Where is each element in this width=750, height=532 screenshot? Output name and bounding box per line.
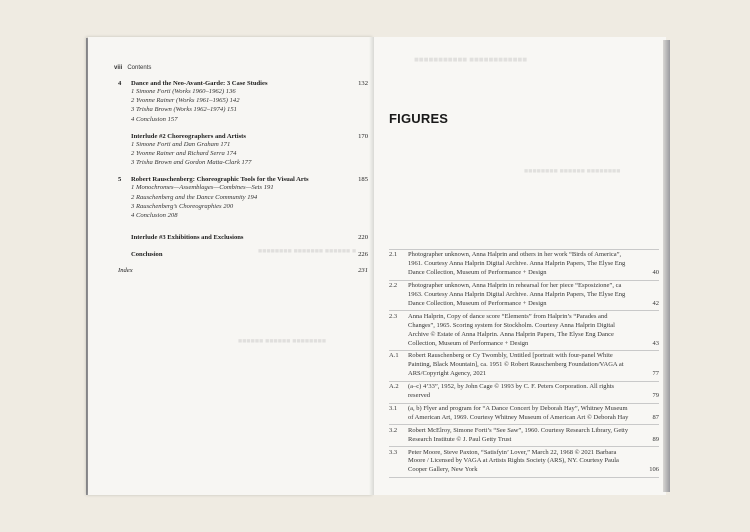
figure-page: 79 [652, 392, 659, 400]
toc-subsection: 1 Simone Forti (Works 1960–1962) 136 [131, 88, 236, 95]
toc-chapter-heading [118, 80, 368, 87]
chapter-title: Dance and the Neo-Avant-Garde: 3 Case Studies [131, 80, 268, 87]
chapter-number: 4 [118, 80, 122, 87]
chapter-number: 5 [118, 176, 122, 184]
figure-caption: Photographer unknown, Anna Halprin and others in her work “Birds of America”, 1961. Courtesy Anna Halprin Digital Archive. Anna Halprin Papers, The Elyse Eng Dance Collection, Museum of Performance + Design [408, 251, 626, 277]
running-head-label: Contents [127, 65, 152, 71]
show-through-text: ■■■■■■■■■■■■ ■■■■■■■■■■■ [414, 55, 528, 64]
figure-entry [389, 424, 659, 446]
figure-number: 2.3 [389, 312, 398, 320]
figure-page: 87 [652, 413, 659, 421]
figure-caption: Robert McElroy, Simone Forti’s “See Saw”, 1960. Courtesy Research Library, Getty Research Institute © J. Paul Getty Trust [408, 426, 629, 443]
figure-page: 43 [652, 339, 659, 347]
toc-index-heading [118, 267, 368, 274]
figure-entry [389, 403, 659, 425]
toc-chapter [118, 176, 368, 220]
toc-subsection: 4 Conclusion 208 [131, 212, 178, 220]
figure-number: A.2 [389, 383, 399, 391]
chapter-page: 170 [358, 132, 368, 140]
chapter-page: 132 [358, 80, 368, 87]
figure-caption: (a, b) Flyer and program for “A Dance Concert by Deborah Hay”, Whitney Museum of American Art, 1969. Courtesy Whitney Museum of American Art © Deborah Hay [408, 404, 629, 421]
chapter-title: Robert Rauschenberg: Choreographic Tools for the Visual Arts [131, 176, 309, 184]
chapter-title: Interlude #2 Choreographers and Artists [131, 132, 246, 140]
figure-page: 40 [652, 269, 659, 277]
figure-page: 89 [652, 435, 659, 443]
toc-subsection: 2 Rauschenberg and the Dance Community 194 [131, 193, 258, 201]
chapter-number [118, 234, 131, 241]
figure-entry [389, 310, 659, 350]
toc-subsection: 2 Yvonne Rainer (Works 1961–1965) 142 [131, 97, 240, 105]
figure-entry [389, 280, 659, 311]
show-through-text: ■■■■■■■■ ■■■■■■ ■■■■■■ [238, 337, 327, 345]
index-label: Index [118, 267, 133, 275]
figure-caption: Peter Moore, Steve Paxton, “Satisfyin’ Lover,” March 22, 1968 © 2021 Barbara Moore / Licensed by VAGA at Artists Rights Society (ARS), NY. Courtesy Paula Cooper Gallery, New York [408, 448, 619, 474]
toc-subsection: 3 Trisha Brown (Works 1962–1974) 151 [131, 106, 237, 114]
figure-caption: (a–c) 4’33”, 1952, by John Cage © 1993 by C. F. Peters Corporation. All rights reserved [408, 383, 615, 400]
toc-chapter [118, 234, 368, 241]
figure-entry [389, 381, 659, 403]
toc-subsection: 4 Conclusion 157 [131, 115, 178, 123]
figure-number: 2.2 [389, 282, 398, 290]
figure-caption: Robert Rauschenberg or Cy Twombly, Untitled [portrait with four-panel White Painting, Black Mountain], ca. 1951 © Robert Rauschenberg Foundation/VAGA at ARS/Copyright Agency, 2021 [408, 352, 624, 378]
show-through-text: ■■■■■■■■ ■■■■■■ ■■■■■■■■ [524, 167, 621, 175]
toc-chapter-heading [118, 234, 368, 241]
toc-subsection: 3 Rauschenberg’s Choreographies 200 [131, 202, 234, 210]
toc-subsection: 1 Monochromes—Assemblages—Combines—Sets 191 [131, 184, 274, 192]
figure-page: 42 [652, 299, 659, 307]
figures-heading: FIGURES [389, 111, 449, 126]
left-page [88, 37, 374, 495]
chapter-number [118, 133, 131, 140]
figure-entry [389, 249, 659, 280]
figure-number: A.1 [389, 352, 399, 360]
show-through-text: ■ ■■■■■■ ■■■■■■■ ■■■■■■■■ [258, 247, 357, 255]
index-page: 231 [358, 267, 368, 275]
toc-subsection: 3 Trisha Brown and Gordon Matta-Clark 177 [131, 159, 252, 167]
toc-index [118, 267, 368, 274]
toc-subsection: 1 Simone Forti and Dan Graham 171 [131, 140, 231, 148]
figure-number: 3.1 [389, 404, 398, 412]
figure-number: 3.2 [389, 426, 398, 434]
figure-entry [389, 446, 659, 478]
toc-subsection: 2 Yvonne Rainer and Richard Serra 174 [131, 150, 237, 158]
right-page-edge [663, 40, 670, 492]
figure-number: 2.1 [389, 251, 398, 259]
figure-number: 3.3 [389, 448, 398, 456]
toc-chapter [118, 251, 368, 258]
figure-entry [389, 350, 659, 381]
chapter-page: 226 [358, 251, 368, 259]
figure-caption: Photographer unknown, Anna Halprin in rehearsal for her piece “Esposizione”, ca 1963. Courtesy Anna Halprin Digital Archive. Anna Halprin Papers, The Elyse Eng Dance Collection, Museum of Performance + Design [408, 282, 626, 307]
toc-chapter-heading [118, 133, 368, 140]
page-number: viii [114, 65, 123, 71]
right-page [374, 37, 666, 495]
figure-caption: Anna Halprin, Copy of dance score “Elements” from Halprin’s “Parades and Changes”, 1965. Scoring system for Stockholm. Courtesy Anna Halprin Digital Archive © Estate of Anna Halprin. Anna Halprin Papers, The Elyse Eng Dance Collection, Museum of Performance + Design [408, 312, 615, 347]
toc-chapter-heading [118, 251, 368, 258]
running-head [114, 65, 151, 71]
toc-chapter [118, 133, 368, 168]
chapter-number [118, 251, 131, 258]
toc-chapter [118, 80, 368, 124]
chapter-page: 220 [358, 234, 368, 242]
table-of-contents [118, 80, 368, 283]
chapter-title: Interlude #3 Exhibitions and Exclusions [131, 234, 244, 242]
chapter-page: 185 [358, 176, 368, 184]
chapter-title: Conclusion [131, 251, 163, 259]
figure-page: 77 [652, 370, 659, 378]
toc-chapter-heading [118, 176, 368, 183]
figure-page: 106 [649, 466, 659, 474]
figure-list [389, 249, 659, 478]
